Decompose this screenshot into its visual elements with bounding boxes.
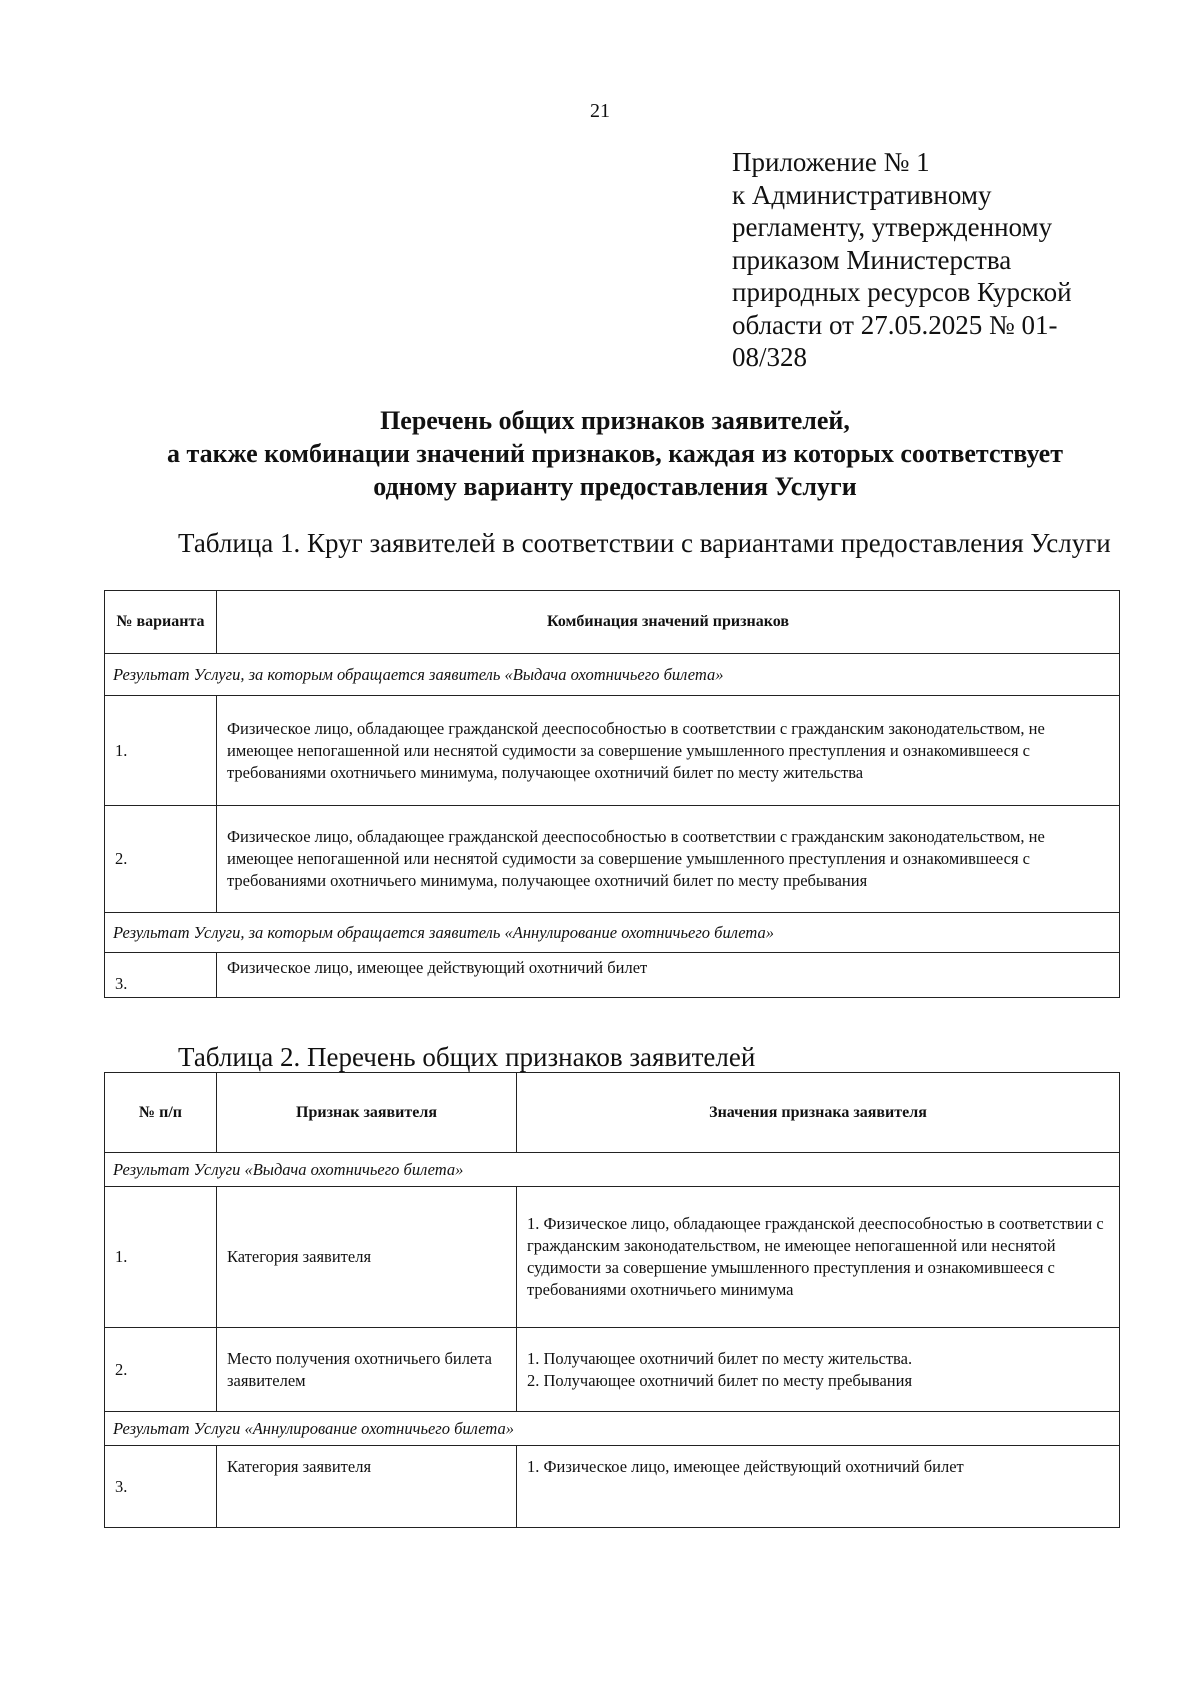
row-value	[517, 1328, 1120, 1412]
header-attribute: Признак заявителя	[217, 1073, 517, 1153]
heading-line: одному варианту предоставления Услуги	[373, 472, 857, 501]
table-applicant-variants	[104, 590, 1120, 998]
table1-caption: Таблица 1. Круг заявителей в соответствии с вариантами предоставления Услуги	[178, 528, 1111, 558]
header-values: Значения признака заявителя	[517, 1073, 1120, 1153]
header-variant-number: № варианта	[105, 591, 217, 654]
row-attribute: Место получения охотничьего билета заявителем	[217, 1328, 517, 1412]
header-combination: Комбинация значений признаков	[217, 591, 1120, 654]
appendix-line: регламенту, утвержденному	[732, 212, 1053, 242]
row-number: 3.	[105, 1446, 217, 1528]
document-heading	[90, 404, 1140, 503]
table-applicant-attributes	[104, 1072, 1120, 1528]
heading-line: Перечень общих признаков заявителей,	[380, 406, 850, 435]
section-issuance: Результат Услуги «Выдача охотничьего билета»	[105, 1153, 1120, 1187]
value-line: 1. Получающее охотничий билет по месту жительства.	[527, 1348, 913, 1368]
table-section-row	[105, 913, 1120, 953]
section-annulment: Результат Услуги, за которым обращается заявитель «Аннулирование охотничьего билета»	[105, 913, 1120, 953]
heading-line: а также комбинации значений признаков, каждая из которых соответствует	[167, 439, 1063, 468]
row-number: 1.	[105, 696, 217, 806]
appendix-line: Приложение № 1	[732, 147, 930, 177]
appendix-line: природных ресурсов Курской	[732, 277, 1072, 307]
appendix-line: области от 27.05.2025 № 01-	[732, 309, 1058, 340]
header-number: № п/п	[105, 1073, 217, 1153]
table-section-row	[105, 1412, 1120, 1446]
section-annulment: Результат Услуги «Аннулирование охотничьего билета»	[105, 1412, 1120, 1446]
row-number: 3.	[105, 953, 217, 998]
row-number: 1.	[105, 1187, 217, 1328]
row-value: 1. Физическое лицо, обладающее гражданской дееспособностью в соответствии с гражданским законодательством, не имеющее непогашенной или неснятой судимости за совершение умышленного преступления и ознакомившееся с требованиями охотничьего минимума	[517, 1187, 1120, 1328]
appendix-line: 08/328	[732, 342, 808, 372]
table-row	[105, 953, 1120, 998]
row-value: 1. Физическое лицо, имеющее действующий охотничий билет	[517, 1446, 1120, 1528]
table-row	[105, 696, 1120, 806]
table-row	[105, 1328, 1120, 1412]
appendix-line: к Административному	[732, 179, 992, 210]
value-line: 2. Получающее охотничий билет по месту пребывания	[527, 1370, 913, 1390]
table-row	[105, 1446, 1120, 1528]
row-attribute: Категория заявителя	[217, 1187, 517, 1328]
row-text: Физическое лицо, имеющее действующий охотничий билет	[217, 953, 1120, 998]
section-issuance: Результат Услуги, за которым обращается заявитель «Выдача охотничьего билета»	[105, 654, 1120, 696]
page-number: 21	[590, 100, 610, 122]
table-section-row	[105, 1153, 1120, 1187]
row-text: Физическое лицо, обладающее гражданской дееспособностью в соответствии с гражданским законодательством, не имеющее непогашенной или неснятой судимости за совершение умышленного преступления и ознакомившееся с требованиями охотничьего минимума, получающее охотничий билет по месту жительства	[217, 696, 1120, 806]
table-row	[105, 806, 1120, 913]
table2-caption: Таблица 2. Перечень общих признаков заявителей	[178, 1042, 756, 1072]
appendix-note	[732, 146, 1132, 374]
table-row	[105, 1187, 1120, 1328]
row-attribute: Категория заявителя	[217, 1446, 517, 1528]
table-header-row	[105, 591, 1120, 654]
row-text: Физическое лицо, обладающее гражданской дееспособностью в соответствии с гражданским законодательством, не имеющее непогашенной или неснятой судимости за совершение умышленного преступления и ознакомившееся с требованиями охотничьего минимума, получающее охотничий билет по месту пребывания	[217, 806, 1120, 913]
row-number: 2.	[105, 806, 217, 913]
table-header-row	[105, 1073, 1120, 1153]
table-section-row	[105, 654, 1120, 696]
row-number: 2.	[105, 1328, 217, 1412]
appendix-line: приказом Министерства	[732, 244, 1012, 275]
